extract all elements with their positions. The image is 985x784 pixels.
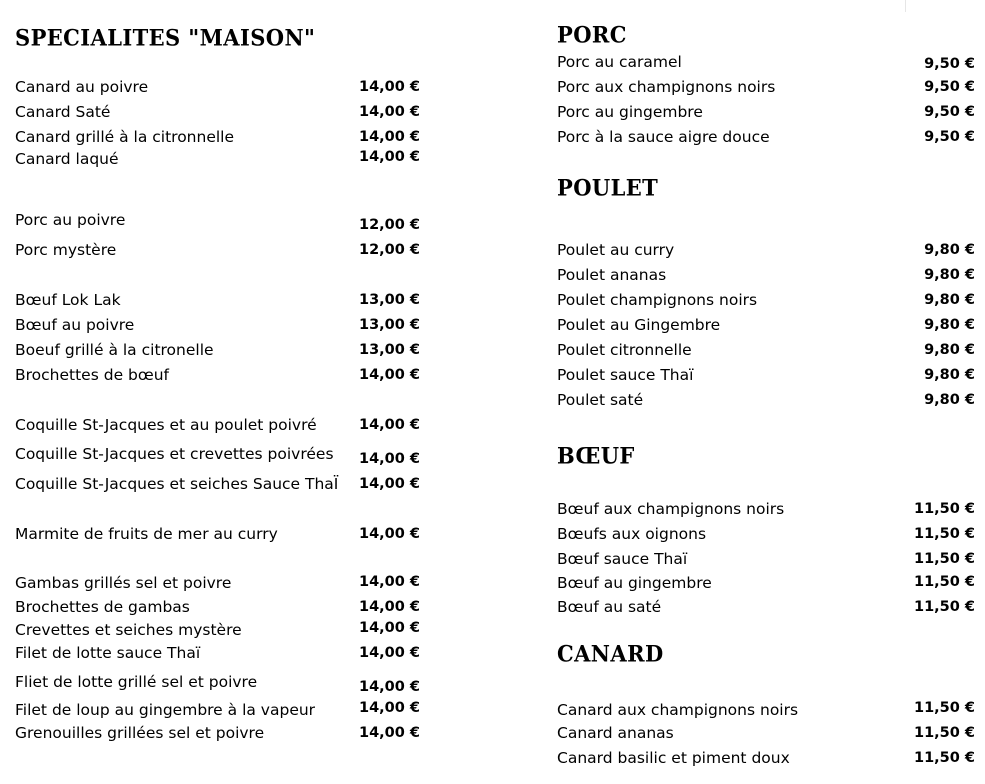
specialites-heading: SPECIALITES "MAISON" bbox=[15, 24, 316, 51]
item-name: Grenouilles grillées sel et poivre bbox=[15, 724, 265, 742]
item-price: 9,80 € bbox=[924, 267, 975, 283]
item-price: 14,00 € bbox=[358, 417, 420, 433]
item-price: 11,50 € bbox=[913, 574, 975, 590]
item-name: Porc au caramel bbox=[557, 53, 682, 71]
item-price: 9,50 € bbox=[924, 79, 975, 95]
item-price: 11,50 € bbox=[913, 599, 975, 615]
item-price: 9,50 € bbox=[924, 104, 975, 120]
item-price: 14,00 € bbox=[358, 645, 420, 661]
item-price: 9,80 € bbox=[924, 342, 975, 358]
item-price: 14,00 € bbox=[358, 476, 420, 492]
item-price: 9,80 € bbox=[924, 292, 975, 308]
item-name: Poulet ananas bbox=[557, 266, 667, 284]
item-price: 14,00 € bbox=[358, 79, 420, 95]
item-price: 14,00 € bbox=[358, 451, 420, 467]
item-price: 14,00 € bbox=[358, 129, 420, 145]
item-name: Poulet au Gingembre bbox=[557, 316, 721, 334]
item-price: 11,50 € bbox=[913, 750, 975, 766]
item-name: Canard basilic et piment doux bbox=[557, 749, 790, 767]
item-name: Bœuf au gingembre bbox=[557, 574, 712, 592]
item-name: Bœufs aux oignons bbox=[557, 525, 707, 543]
item-name: Gambas grillés sel et poivre bbox=[15, 574, 232, 592]
item-price: 14,00 € bbox=[358, 104, 420, 120]
item-price: 14,00 € bbox=[358, 620, 420, 636]
item-name: Canard aux champignons noirs bbox=[557, 701, 799, 719]
item-price: 14,00 € bbox=[358, 367, 420, 383]
item-name: Poulet champignons noirs bbox=[557, 291, 758, 309]
item-price: 14,00 € bbox=[358, 725, 420, 741]
item-price: 14,00 € bbox=[358, 700, 420, 716]
item-price: 9,80 € bbox=[924, 392, 975, 408]
item-name: Coquille St-Jacques et au poulet poivré bbox=[15, 416, 317, 434]
item-price: 11,50 € bbox=[913, 700, 975, 716]
item-price: 14,00 € bbox=[358, 526, 420, 542]
item-price: 11,50 € bbox=[913, 526, 975, 542]
item-name: Canard laqué bbox=[15, 150, 119, 168]
item-name: Porc à la sauce aigre douce bbox=[557, 128, 770, 146]
item-name: Crevettes et seiches mystère bbox=[15, 621, 242, 639]
canard-heading: CANARD bbox=[557, 640, 664, 667]
item-price: 9,80 € bbox=[924, 242, 975, 258]
item-name: Porc aux champignons noirs bbox=[557, 78, 776, 96]
item-name: Fliet de lotte grillé sel et poivre bbox=[15, 673, 258, 691]
item-name: Canard au poivre bbox=[15, 78, 149, 96]
item-name: Porc mystère bbox=[15, 241, 117, 259]
item-name: Coquille St-Jacques et crevettes poivrées bbox=[15, 445, 334, 463]
item-price: 12,00 € bbox=[358, 242, 420, 258]
item-name: Boeuf grillé à la citronelle bbox=[15, 341, 214, 359]
item-name: Bœuf aux champignons noirs bbox=[557, 500, 785, 518]
item-price: 11,50 € bbox=[913, 501, 975, 517]
item-name: Porc au gingembre bbox=[557, 103, 703, 121]
item-name: Filet de loup au gingembre à la vapeur bbox=[15, 701, 316, 719]
item-name: Bœuf sauce Thaï bbox=[557, 550, 688, 568]
boeuf-heading: BŒUF bbox=[557, 442, 635, 469]
item-price: 14,00 € bbox=[358, 679, 420, 695]
item-price: 14,00 € bbox=[358, 149, 420, 165]
item-price: 12,00 € bbox=[358, 217, 420, 233]
item-price: 14,00 € bbox=[358, 599, 420, 615]
item-name: Coquille St-Jacques et seiches Sauce ThaÏ bbox=[15, 475, 339, 493]
item-price: 11,50 € bbox=[913, 725, 975, 741]
item-name: Poulet sauce Thaï bbox=[557, 366, 694, 384]
item-price: 9,80 € bbox=[924, 317, 975, 333]
poulet-heading: POULET bbox=[557, 174, 659, 201]
item-name: Filet de lotte sauce Thaï bbox=[15, 644, 201, 662]
item-price: 13,00 € bbox=[358, 317, 420, 333]
item-name: Canard grillé à la citronnelle bbox=[15, 128, 235, 146]
item-name: Bœuf au poivre bbox=[15, 316, 135, 334]
item-price: 9,50 € bbox=[924, 56, 975, 72]
item-price: 9,50 € bbox=[924, 129, 975, 145]
item-name: Poulet saté bbox=[557, 391, 644, 409]
item-name: Bœuf au saté bbox=[557, 598, 662, 616]
item-name: Poulet citronnelle bbox=[557, 341, 692, 359]
item-name: Bœuf Lok Lak bbox=[15, 291, 121, 309]
item-name: Canard ananas bbox=[557, 724, 674, 742]
item-price: 13,00 € bbox=[358, 342, 420, 358]
item-price: 13,00 € bbox=[358, 292, 420, 308]
item-price: 9,80 € bbox=[924, 367, 975, 383]
page-corner-divider bbox=[905, 0, 906, 12]
item-price: 11,50 € bbox=[913, 551, 975, 567]
item-name: Canard Saté bbox=[15, 103, 111, 121]
item-name: Poulet au curry bbox=[557, 241, 675, 259]
porc-heading: PORC bbox=[557, 21, 627, 48]
item-name: Brochettes de gambas bbox=[15, 598, 190, 616]
item-name: Brochettes de bœuf bbox=[15, 366, 170, 384]
item-name: Marmite de fruits de mer au curry bbox=[15, 525, 278, 543]
item-name: Porc au poivre bbox=[15, 211, 126, 229]
item-price: 14,00 € bbox=[358, 574, 420, 590]
